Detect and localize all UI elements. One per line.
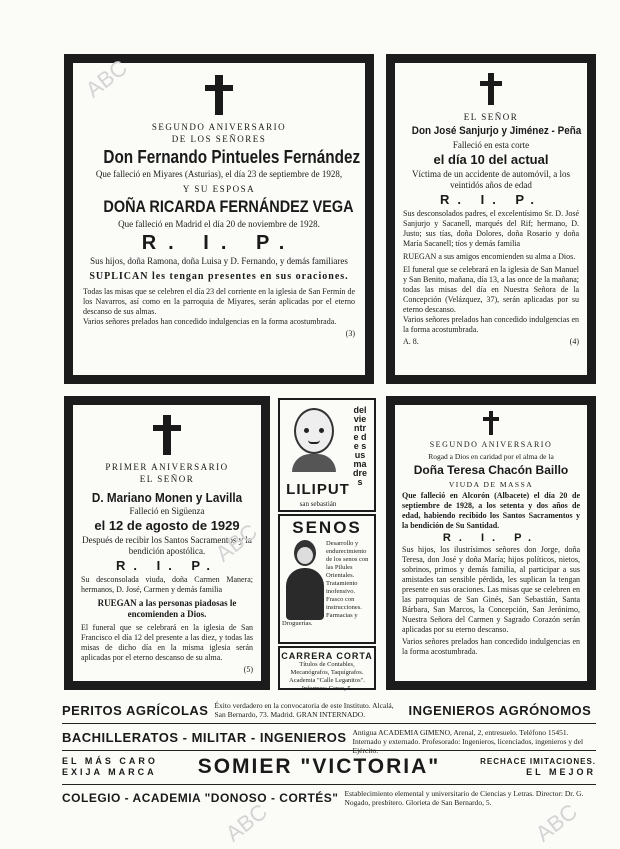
abc-watermark: ABC bbox=[210, 518, 262, 567]
obituary-notice-pintueles bbox=[64, 54, 374, 384]
notice-heading: PRIMER ANIVERSARIO bbox=[105, 462, 229, 472]
notice-subheading: EL SEÑOR bbox=[139, 474, 195, 484]
banner-middle-text: Éxito verdadero en la convocatoria de este Instituto. Alcalá, San Bernardo, 73. Madrid. GRAN INTERNADO. bbox=[214, 701, 394, 719]
abc-watermark: ABC bbox=[220, 798, 272, 847]
banner-left-bottom: EXIJA MARCA bbox=[62, 767, 157, 777]
deceased-name: Don Fernando Pintueles Fernández bbox=[103, 147, 361, 167]
family-text: Su desconsolada viuda, doña Carmen Manera; hermanos, D. José, Carmen y demás familia bbox=[81, 575, 253, 594]
rip-label: R. I. P. bbox=[442, 532, 540, 544]
notice-code-left: A. 8. bbox=[403, 337, 419, 346]
death-date: el 12 de agosto de 1929 bbox=[94, 518, 240, 533]
death-cause: Víctima de un accidente de automóvil, a los veintidós años de edad bbox=[412, 169, 570, 190]
notice-heading: SEGUNDO ANIVERSARIO bbox=[151, 122, 287, 132]
rip-label: R. I. P. bbox=[439, 192, 543, 207]
indulgence-text: Varios señores prelados han concedido indulgencias en la forma acostumbrada. bbox=[402, 637, 580, 656]
request-text: RUEGAN a las personas piadosas le encomienden a Dios. bbox=[97, 598, 237, 619]
somier-brand: SOMIER "VICTORIA" bbox=[197, 755, 441, 778]
funeral-details: El funeral que se celebrará en la iglesia de San Francisco el día 12 del presente a las diez, y todas las misas de dicho día en la misma iglesia serán aplicadas por el eterno descanso de su alma. bbox=[81, 623, 253, 662]
notice-heading: SEGUNDO ANIVERSARIO bbox=[429, 440, 553, 449]
cross-icon bbox=[153, 415, 181, 455]
family-text: Sus desconsolados padres, el excelentísimo Sr. D. José Sanjurjo y Sacanell, marqués del Rif; hermano, D. Justo; sus tías, doña Dolores, doña Rosario y doña María Sacanell; tíos y demás familia bbox=[403, 209, 579, 248]
deceased-name: D. Mariano Monen y Lavilla bbox=[91, 490, 243, 505]
banner-middle-text: Antigua ACADEMIA GIMENO, Arenal, 2, entresuelo. Teléfono 15451. Internado y externado. Profesorado: Ingenieros, licenciados, ingenieros y del bbox=[352, 728, 584, 746]
banner-donoso-cortes bbox=[62, 786, 596, 810]
banner-bachilleratos bbox=[62, 725, 596, 749]
deceased-name: Don José Sanjurjo y Jiménez - Peña bbox=[411, 125, 582, 137]
death-details: Que falleció en Miyares (Asturias), el día 23 de septiembre de 1928, bbox=[95, 169, 343, 179]
notice-code: (5) bbox=[243, 665, 253, 674]
obituary-notice-sanjurjo bbox=[386, 54, 596, 384]
banner-left-top: EL MÁS CARO bbox=[62, 756, 158, 766]
notice-code: (4) bbox=[569, 337, 579, 346]
deceased-name-wife: DOÑA RICARDA FERNÁNDEZ VEGA bbox=[103, 197, 354, 216]
liliput-vertical-text: del vientre de sus madres bbox=[352, 405, 367, 487]
senos-text: Desarrollo y endurecimiento de los senos con las Pilules Orientales. Tratamiento inofensivo. Frasco con instrucciones. Farmacias y Droguerías. bbox=[282, 540, 369, 627]
family-text: Sus hijos, doña Ramona, doña Luisa y D. Fernando, y demás familiares bbox=[90, 256, 348, 266]
divider bbox=[62, 784, 596, 785]
senos-title: SENOS bbox=[292, 518, 362, 537]
death-place: Falleció en esta corte bbox=[452, 140, 530, 150]
death-details: Que falleció en Alcorón (Albacete) el día 20 de septiembre de 1928, a los setenta y dos años de edad, habiendo recibido los Santos Sacramentos y la bendición de Su Santidad. bbox=[402, 491, 580, 530]
sacraments-text: Después de recibir los Santos Sacramentos y la bendición apostólica. bbox=[82, 535, 252, 556]
mass-details: Todas las misas que se celebren el día 23 del corriente en la iglesia de San Fermín de los Navarros, así como en la parroquia de Miyares, serán aplicadas por el eterno descanso de sus almas. bbox=[83, 287, 355, 316]
liliput-title: LILIPUT bbox=[286, 481, 350, 498]
banner-middle-text: Establecimiento elemental y universitario de Ciencias y Letras. Director: Dr. G. Nogado, presbítero. Glorieta de San Bernardo, 5. bbox=[344, 789, 584, 807]
death-date: el día 10 del actual bbox=[433, 152, 549, 167]
abc-watermark: ABC bbox=[530, 798, 582, 847]
carrera-corta-ad bbox=[278, 646, 376, 690]
banner-right-stack bbox=[480, 756, 596, 778]
banner-left-stack bbox=[62, 756, 158, 778]
divider bbox=[62, 750, 596, 751]
cross-icon bbox=[205, 75, 233, 115]
cross-icon bbox=[480, 73, 502, 105]
banner-right-bottom: EL MEJOR bbox=[526, 767, 596, 777]
banner-peritos-agricolas bbox=[62, 698, 596, 722]
and-wife-label: Y SU ESPOSA bbox=[182, 184, 256, 194]
notice-code: (3) bbox=[345, 329, 355, 338]
indulgence-text: Varios señores prelados han concedido indulgencias en la forma acostumbrada. bbox=[83, 317, 337, 326]
notice-subheading: DE LOS SEÑORES bbox=[171, 134, 267, 144]
senos-ad bbox=[278, 514, 376, 644]
banner-somier-victoria bbox=[62, 752, 596, 782]
abc-watermark: ABC bbox=[80, 54, 132, 103]
divider bbox=[62, 723, 596, 724]
banner-left-text: PERITOS AGRÍCOLAS bbox=[62, 702, 209, 718]
widow-label: VIUDA DE MASSA bbox=[448, 480, 534, 489]
liliput-subtitle: san sebastián bbox=[299, 500, 337, 508]
rip-label: R. I. P. bbox=[141, 232, 297, 254]
request-text: SUPLICAN les tengan presentes en sus oraciones. bbox=[89, 271, 349, 282]
deceased-name: Doña Teresa Chacón Baillo bbox=[413, 463, 569, 477]
banner-right-top: RECHACE IMITACIONES. bbox=[480, 757, 596, 766]
liliput-ad bbox=[278, 398, 376, 512]
funeral-details: El funeral que se celebrará en la iglesia de San Manuel y San Benito, mañana, día 13, a las once de la mañana; todas las misas del día en Nuestra Señora de la Concepción (Velázquez, 37), serán aplicadas por su eterno descanso. bbox=[403, 265, 579, 314]
request-text: RUEGAN a sus amigos encomienden su alma a Dios. bbox=[403, 252, 576, 261]
indulgence-text: Varios señores prelados han concedido indulgencias en la forma acostumbrada. bbox=[403, 315, 579, 334]
carrera-text: Títulos de Contables, Mecanógrafos, Taquígrafos. Academia "Calle Leganitos". Informes: Cerco, 5. bbox=[289, 661, 365, 692]
woman-illustration bbox=[284, 540, 324, 620]
carrera-title: CARRERA CORTA bbox=[281, 651, 373, 661]
banner-left-text: BACHILLERATOS - MILITAR - INGENIEROS bbox=[62, 729, 347, 745]
baby-illustration bbox=[288, 408, 340, 470]
death-details-wife: Que falleció en Madrid el día 20 de noviembre de 1928. bbox=[118, 219, 320, 229]
family-text: Sus hijos, los ilustrísimos señores don Jorge, doña Teresa, don José y doña María; hijos políticos, nietos, sobrinos, primos y demás familia, al participar a sus amistades tan sensible pérdida, les suplican la tengan presente en sus oraciones. Las misas que se celebren en las parroquias de San Ginés, San Sebastián, Santa Bárbara, San Marcos, la Concepción, San Jerónimo, Nuestra Señora del Carmen y Sagrado Corazón serán aplicadas por su eterno descanso. bbox=[402, 545, 580, 634]
obituary-notice-chacon bbox=[386, 396, 596, 690]
rip-label: R. I. P. bbox=[115, 558, 219, 573]
notice-heading: EL SEÑOR bbox=[463, 112, 519, 122]
cross-icon bbox=[483, 411, 499, 435]
banner-left-text: COLEGIO - ACADEMIA "DONOSO - CORTÉS" bbox=[62, 791, 339, 805]
notice-subheading: Rogad a Dios en caridad por el alma de la bbox=[428, 452, 554, 461]
banner-right-text: INGENIEROS AGRÓNOMOS bbox=[408, 702, 592, 718]
death-place: Falleció en Sigüenza bbox=[129, 506, 205, 516]
